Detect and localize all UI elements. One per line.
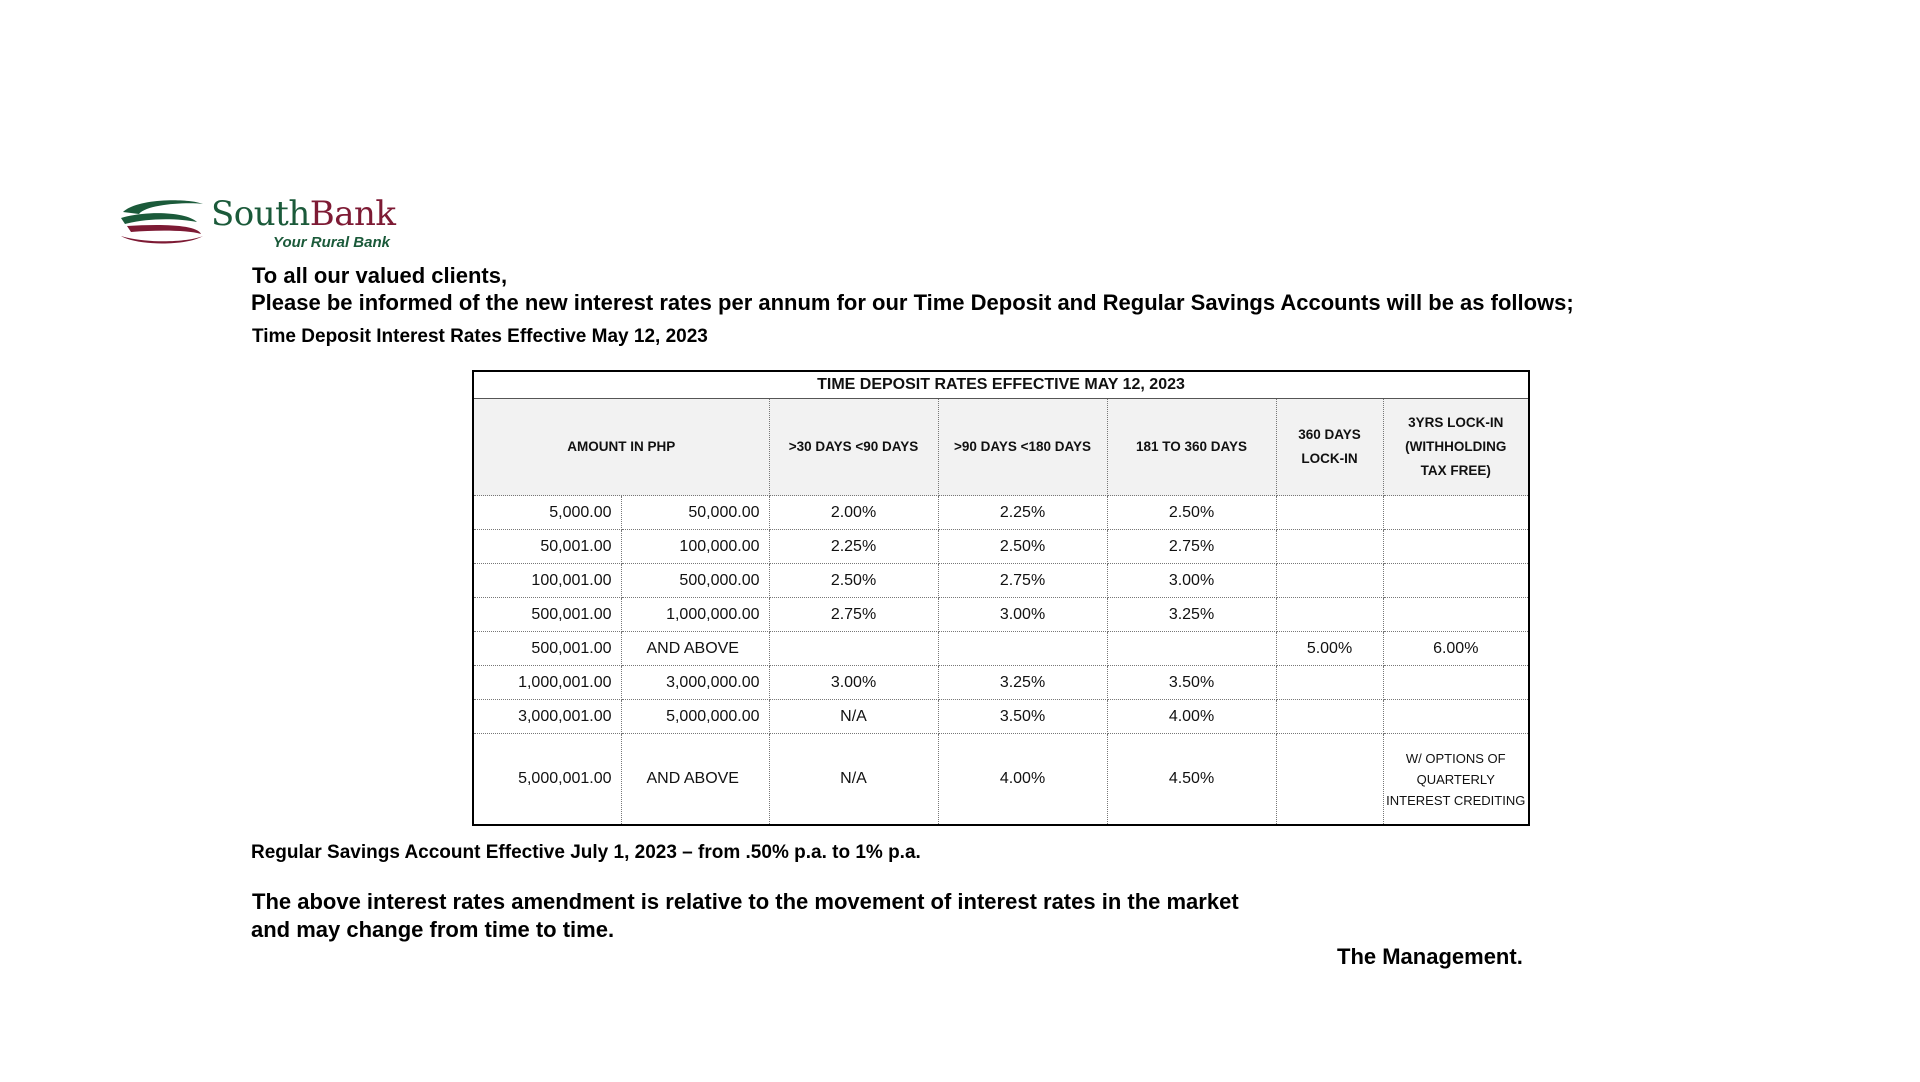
rate-360-lockin [1276, 666, 1383, 700]
rate-181-360: 2.50% [1107, 496, 1276, 530]
brand-name: SouthBank [211, 194, 396, 234]
header-90-180-days: >90 DAYS <180 DAYS [938, 399, 1107, 496]
rate-30-90: 2.25% [769, 530, 938, 564]
amount-from: 5,000.00 [473, 496, 621, 530]
southbank-logo [117, 196, 447, 254]
rate-360-lockin [1276, 530, 1383, 564]
rate-3yrs-lockin: 6.00% [1383, 632, 1529, 666]
amount-from: 1,000,001.00 [473, 666, 621, 700]
rate-181-360 [1107, 632, 1276, 666]
rate-181-360: 4.50% [1107, 734, 1276, 826]
rate-30-90: 2.75% [769, 598, 938, 632]
intro-text: Please be informed of the new interest rates per annum for our Time Deposit and Regular Savings Accounts will be as follows; [251, 290, 1574, 315]
closing-line-2: and may change from time to time. [251, 917, 615, 942]
table-title: TIME DEPOSIT RATES EFFECTIVE MAY 12, 2023 [473, 371, 1529, 399]
rate-90-180: 3.00% [938, 598, 1107, 632]
table-row [473, 632, 1529, 666]
table-row [473, 598, 1529, 632]
amount-to: 500,000.00 [621, 564, 769, 598]
table-row [473, 666, 1529, 700]
table-row [473, 564, 1529, 598]
amount-from: 50,001.00 [473, 530, 621, 564]
rate-90-180: 2.75% [938, 564, 1107, 598]
amount-from: 5,000,001.00 [473, 734, 621, 826]
time-deposit-heading: Time Deposit Interest Rates Effective May 12, 2023 [252, 326, 708, 347]
amount-from: 500,001.00 [473, 632, 621, 666]
amount-to: AND ABOVE [621, 734, 769, 826]
table-row [473, 700, 1529, 734]
rate-360-lockin: 5.00% [1276, 632, 1383, 666]
swoosh-logo-icon [117, 196, 207, 248]
amount-to: 1,000,000.00 [621, 598, 769, 632]
savings-rate-note: Regular Savings Account Effective July 1, 2023 – from .50% p.a. to 1% p.a. [251, 842, 921, 863]
header-amount: AMOUNT IN PHP [473, 399, 769, 496]
header-360-days-lockin: 360 DAYS LOCK-IN [1276, 399, 1383, 496]
time-deposit-rates-table [472, 370, 1530, 826]
rate-90-180: 2.50% [938, 530, 1107, 564]
rate-30-90: 2.50% [769, 564, 938, 598]
rate-30-90: 2.00% [769, 496, 938, 530]
rate-3yrs-lockin [1383, 496, 1529, 530]
amount-to: 100,000.00 [621, 530, 769, 564]
amount-from: 100,001.00 [473, 564, 621, 598]
signoff-text: The Management. [1337, 944, 1523, 969]
header-181-360-days: 181 TO 360 DAYS [1107, 399, 1276, 496]
rate-90-180 [938, 632, 1107, 666]
amount-from: 3,000,001.00 [473, 700, 621, 734]
rate-3yrs-lockin [1383, 564, 1529, 598]
rate-181-360: 3.50% [1107, 666, 1276, 700]
rate-90-180: 2.25% [938, 496, 1107, 530]
greeting-text: To all our valued clients, [252, 263, 508, 288]
rate-360-lockin [1276, 700, 1383, 734]
amount-to: 5,000,000.00 [621, 700, 769, 734]
amount-to: AND ABOVE [621, 632, 769, 666]
rate-181-360: 3.25% [1107, 598, 1276, 632]
rate-90-180: 3.25% [938, 666, 1107, 700]
rate-3yrs-lockin [1383, 700, 1529, 734]
rate-360-lockin [1276, 496, 1383, 530]
rate-90-180: 4.00% [938, 734, 1107, 826]
rate-30-90: N/A [769, 734, 938, 826]
amount-to: 3,000,000.00 [621, 666, 769, 700]
closing-line-1: The above interest rates amendment is relative to the movement of interest rates in the market [252, 889, 1239, 914]
brand-tagline: Your Rural Bank [273, 234, 390, 251]
rate-30-90: 3.00% [769, 666, 938, 700]
rate-30-90: N/A [769, 700, 938, 734]
table-row [473, 734, 1529, 826]
header-3yrs-lockin: 3YRS LOCK-IN (WITHHOLDING TAX FREE) [1383, 399, 1529, 496]
rate-360-lockin [1276, 734, 1383, 826]
rate-3yrs-lockin [1383, 530, 1529, 564]
rate-3yrs-lockin [1383, 598, 1529, 632]
quarterly-crediting-note: W/ OPTIONS OF QUARTERLY INTEREST CREDITING [1383, 734, 1529, 826]
rate-3yrs-lockin [1383, 666, 1529, 700]
rate-181-360: 3.00% [1107, 564, 1276, 598]
amount-from: 500,001.00 [473, 598, 621, 632]
rate-360-lockin [1276, 598, 1383, 632]
amount-to: 50,000.00 [621, 496, 769, 530]
rate-90-180: 3.50% [938, 700, 1107, 734]
table-row [473, 530, 1529, 564]
rate-181-360: 4.00% [1107, 700, 1276, 734]
header-30-90-days: >30 DAYS <90 DAYS [769, 399, 938, 496]
rate-30-90 [769, 632, 938, 666]
rates-table-container [472, 370, 1530, 826]
table-row [473, 496, 1529, 530]
rate-181-360: 2.75% [1107, 530, 1276, 564]
rate-360-lockin [1276, 564, 1383, 598]
